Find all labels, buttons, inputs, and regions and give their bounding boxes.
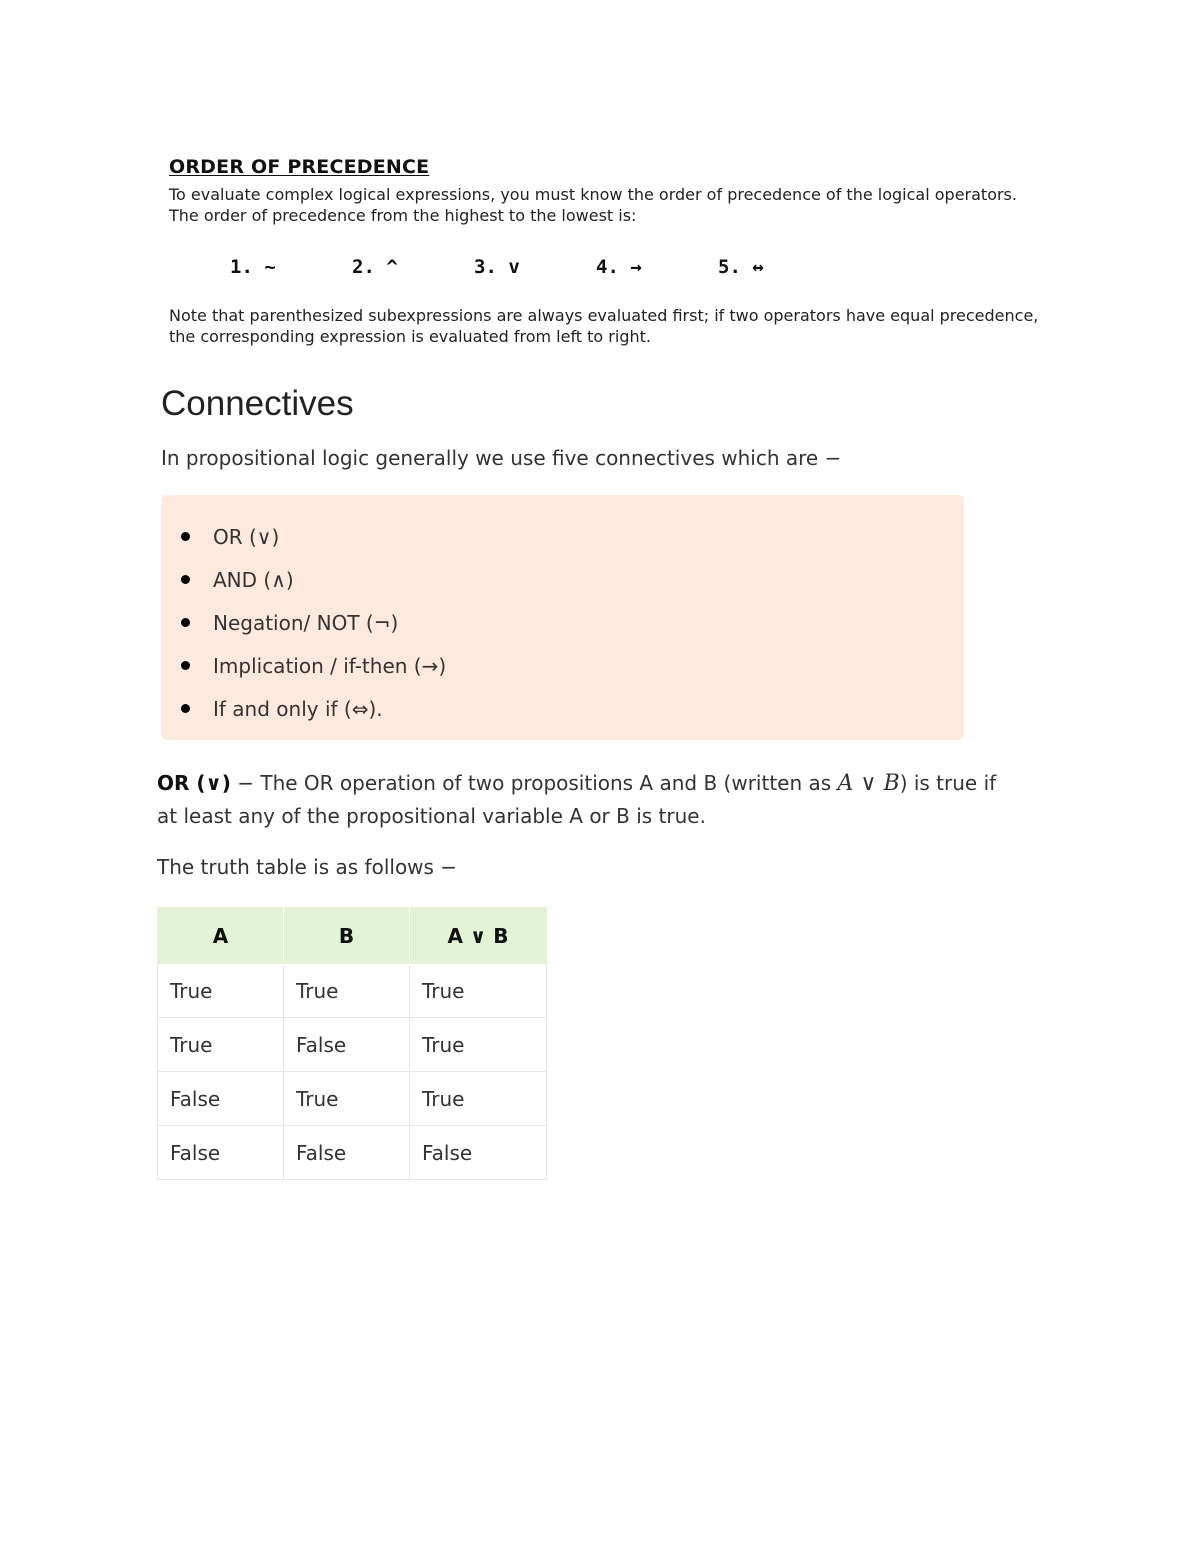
table-cell: False bbox=[158, 1126, 284, 1180]
precedence-item: 1. ~ bbox=[230, 256, 276, 278]
column-header: A bbox=[158, 908, 284, 964]
or-math-expression: A ∨ B bbox=[837, 771, 900, 796]
bullet-icon bbox=[181, 575, 190, 584]
bullet-icon bbox=[181, 661, 190, 670]
connective-label: Implication / if-then (→) bbox=[213, 653, 447, 678]
connectives-intro: In propositional logic generally we use five connectives which are − bbox=[161, 446, 842, 470]
bullet-icon bbox=[181, 618, 190, 627]
table-cell: True bbox=[284, 964, 410, 1018]
table-cell: True bbox=[158, 1018, 284, 1072]
table-cell: False bbox=[410, 1126, 547, 1180]
precedence-list bbox=[230, 256, 840, 278]
table-row bbox=[158, 964, 547, 1018]
table-row bbox=[158, 1072, 547, 1126]
truth-table-intro: The truth table is as follows − bbox=[157, 855, 458, 879]
table-cell: True bbox=[284, 1072, 410, 1126]
or-description bbox=[157, 767, 1017, 833]
table-header-row bbox=[158, 908, 547, 964]
connective-label: Negation/ NOT (¬) bbox=[213, 610, 399, 635]
or-text-after: ) is true if at least any of the propositional variable A or B is true. bbox=[157, 771, 997, 828]
list-item bbox=[181, 601, 446, 644]
bullet-icon bbox=[181, 704, 190, 713]
table-row bbox=[158, 1018, 547, 1072]
or-term: OR (∨) bbox=[157, 771, 231, 795]
or-text-before: − The OR operation of two propositions A and B (written as bbox=[230, 771, 838, 795]
table-cell: False bbox=[158, 1072, 284, 1126]
column-header: B bbox=[284, 908, 410, 964]
connective-label: AND (∧) bbox=[213, 567, 294, 592]
table-cell: True bbox=[410, 1072, 547, 1126]
table-cell: True bbox=[410, 964, 547, 1018]
list-item bbox=[181, 687, 446, 730]
truth-table bbox=[157, 907, 547, 1180]
connectives-heading: Connectives bbox=[161, 384, 354, 423]
precedence-item: 2. ^ bbox=[352, 256, 398, 278]
table-cell: False bbox=[284, 1018, 410, 1072]
table-cell: True bbox=[158, 964, 284, 1018]
bullet-icon bbox=[181, 532, 190, 541]
table-row bbox=[158, 1126, 547, 1180]
list-item bbox=[181, 558, 446, 601]
connectives-list bbox=[181, 515, 446, 730]
precedence-intro: To evaluate complex logical expressions, you must know the order of precedence of the logical operators. The order of precedence from the highest to the lowest is: bbox=[169, 185, 1017, 225]
connective-label: If and only if (⇔). bbox=[213, 696, 383, 721]
precedence-item: 3. v bbox=[474, 256, 520, 278]
table-cell: False bbox=[284, 1126, 410, 1180]
precedence-item: 5. ↔ bbox=[718, 256, 764, 278]
precedence-note: Note that parenthesized subexpressions are always evaluated first; if two operators have equal precedence, the corresponding expression is evaluated from left to right. bbox=[169, 306, 1039, 346]
precedence-item: 4. → bbox=[596, 256, 642, 278]
connectives-box bbox=[161, 495, 964, 740]
precedence-title: ORDER OF PRECEDENCE bbox=[169, 156, 430, 178]
list-item bbox=[181, 515, 446, 558]
connective-label: OR (∨) bbox=[213, 524, 280, 549]
column-header: A ∨ B bbox=[410, 908, 547, 964]
list-item bbox=[181, 644, 446, 687]
table-cell: True bbox=[410, 1018, 547, 1072]
